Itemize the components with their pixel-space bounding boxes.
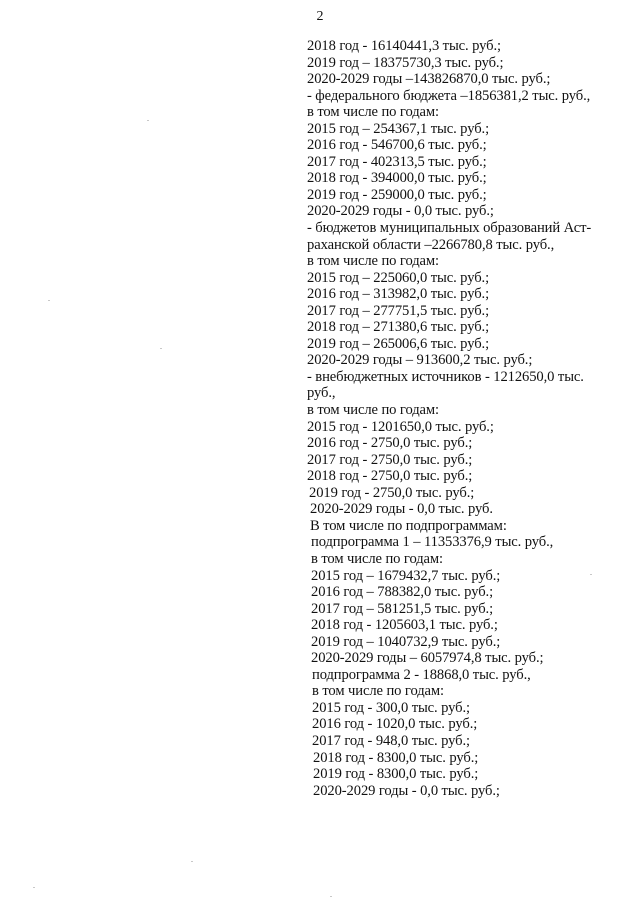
text-line: в том числе по годам:: [307, 253, 440, 270]
text-line: в том числе по годам:: [307, 402, 440, 419]
text-line: 2018 год - 394000,0 тыс. руб.;: [307, 170, 487, 187]
text-line: 2016 год - 546700,6 тыс. руб.;: [307, 137, 487, 154]
text-line: в том числе по годам:: [311, 550, 444, 567]
text-line: 2019 год - 8300,0 тыс. руб.;: [313, 766, 479, 783]
text-line: - федерального бюджета –1856381,2 тыс. руб.,: [307, 87, 591, 104]
text-line: подпрограмма 2 - 18868,0 тыс. руб.,: [312, 666, 531, 683]
text-line: 2015 год – 1679432,7 тыс. руб.;: [311, 567, 501, 584]
text-line: 2020-2029 годы –143826870,0 тыс. руб.;: [307, 71, 551, 88]
text-line: 2018 год - 1205603,1 тыс. руб.;: [311, 617, 498, 634]
scan-speck: [330, 896, 332, 897]
scan-speck: [191, 861, 193, 862]
text-line: 2015 год – 254367,1 тыс. руб.;: [307, 120, 490, 137]
text-line: - бюджетов муниципальных образований Аст-: [307, 220, 592, 237]
text-line: 2019 год – 1040732,9 тыс. руб.;: [311, 633, 501, 650]
text-line: 2018 год – 271380,6 тыс. руб.;: [307, 319, 490, 336]
text-line: 2020-2029 годы - 0,0 тыс. руб.;: [313, 782, 500, 799]
scan-speck: [33, 887, 35, 888]
scan-speck: [48, 300, 50, 301]
text-line: 2016 год – 313982,0 тыс. руб.;: [307, 286, 490, 303]
text-line: в том числе по годам:: [312, 683, 445, 700]
text-line: 2017 год - 2750,0 тыс. руб.;: [307, 451, 473, 468]
text-line: 2017 год – 581251,5 тыс. руб.;: [311, 600, 494, 617]
text-line: 2019 год – 265006,6 тыс. руб.;: [307, 335, 490, 352]
text-line: руб.,: [307, 385, 336, 402]
text-line: 2020-2029 годы – 913600,2 тыс. руб.;: [307, 352, 533, 369]
text-line: 2020-2029 годы – 6057974,8 тыс. руб.;: [311, 650, 544, 667]
text-line: в том числе по годам:: [307, 104, 440, 121]
text-line: 2019 год - 259000,0 тыс. руб.;: [307, 186, 487, 203]
text-line: подпрограмма 1 – 11353376,9 тыс. руб.,: [311, 534, 554, 551]
text-line: 2015 год – 225060,0 тыс. руб.;: [307, 269, 490, 286]
text-line: 2017 год - 948,0 тыс. руб.;: [312, 732, 470, 749]
text-line: 2019 год – 18375730,3 тыс. руб.;: [307, 54, 504, 71]
text-line: 2018 год - 16140441,3 тыс. руб.;: [307, 38, 501, 54]
text-line: 2018 год - 8300,0 тыс. руб.;: [313, 749, 479, 766]
text-line: 2019 год - 2750,0 тыс. руб.;: [309, 484, 475, 501]
scan-speck: [160, 348, 162, 349]
text-line: 2018 год - 2750,0 тыс. руб.;: [307, 468, 473, 485]
text-line: 2017 год – 277751,5 тыс. руб.;: [307, 302, 490, 319]
page-number: 2: [316, 9, 324, 24]
funding-text-block: [307, 38, 612, 799]
text-line: 2016 год – 788382,0 тыс. руб.;: [311, 584, 494, 601]
text-line: 2015 год - 300,0 тыс. руб.;: [312, 699, 470, 716]
text-line: В том числе по подпрограммам:: [310, 517, 507, 534]
text-line: 2016 год - 2750,0 тыс. руб.;: [307, 435, 473, 452]
text-line: 2020-2029 годы - 0,0 тыс. руб.;: [307, 203, 494, 220]
scan-speck: [147, 120, 149, 121]
scan-speck: [590, 574, 592, 575]
text-line: раханской области –2266780,8 тыс. руб.,: [307, 236, 555, 253]
text-line: 2017 год - 402313,5 тыс. руб.;: [307, 153, 487, 170]
text-line: 2015 год - 1201650,0 тыс. руб.;: [307, 418, 494, 435]
text-line: 2016 год - 1020,0 тыс. руб.;: [312, 716, 478, 733]
text-line: 2020-2029 годы - 0,0 тыс. руб.: [310, 501, 493, 518]
text-line: - внебюджетных источников - 1212650,0 тыс.: [307, 368, 584, 385]
